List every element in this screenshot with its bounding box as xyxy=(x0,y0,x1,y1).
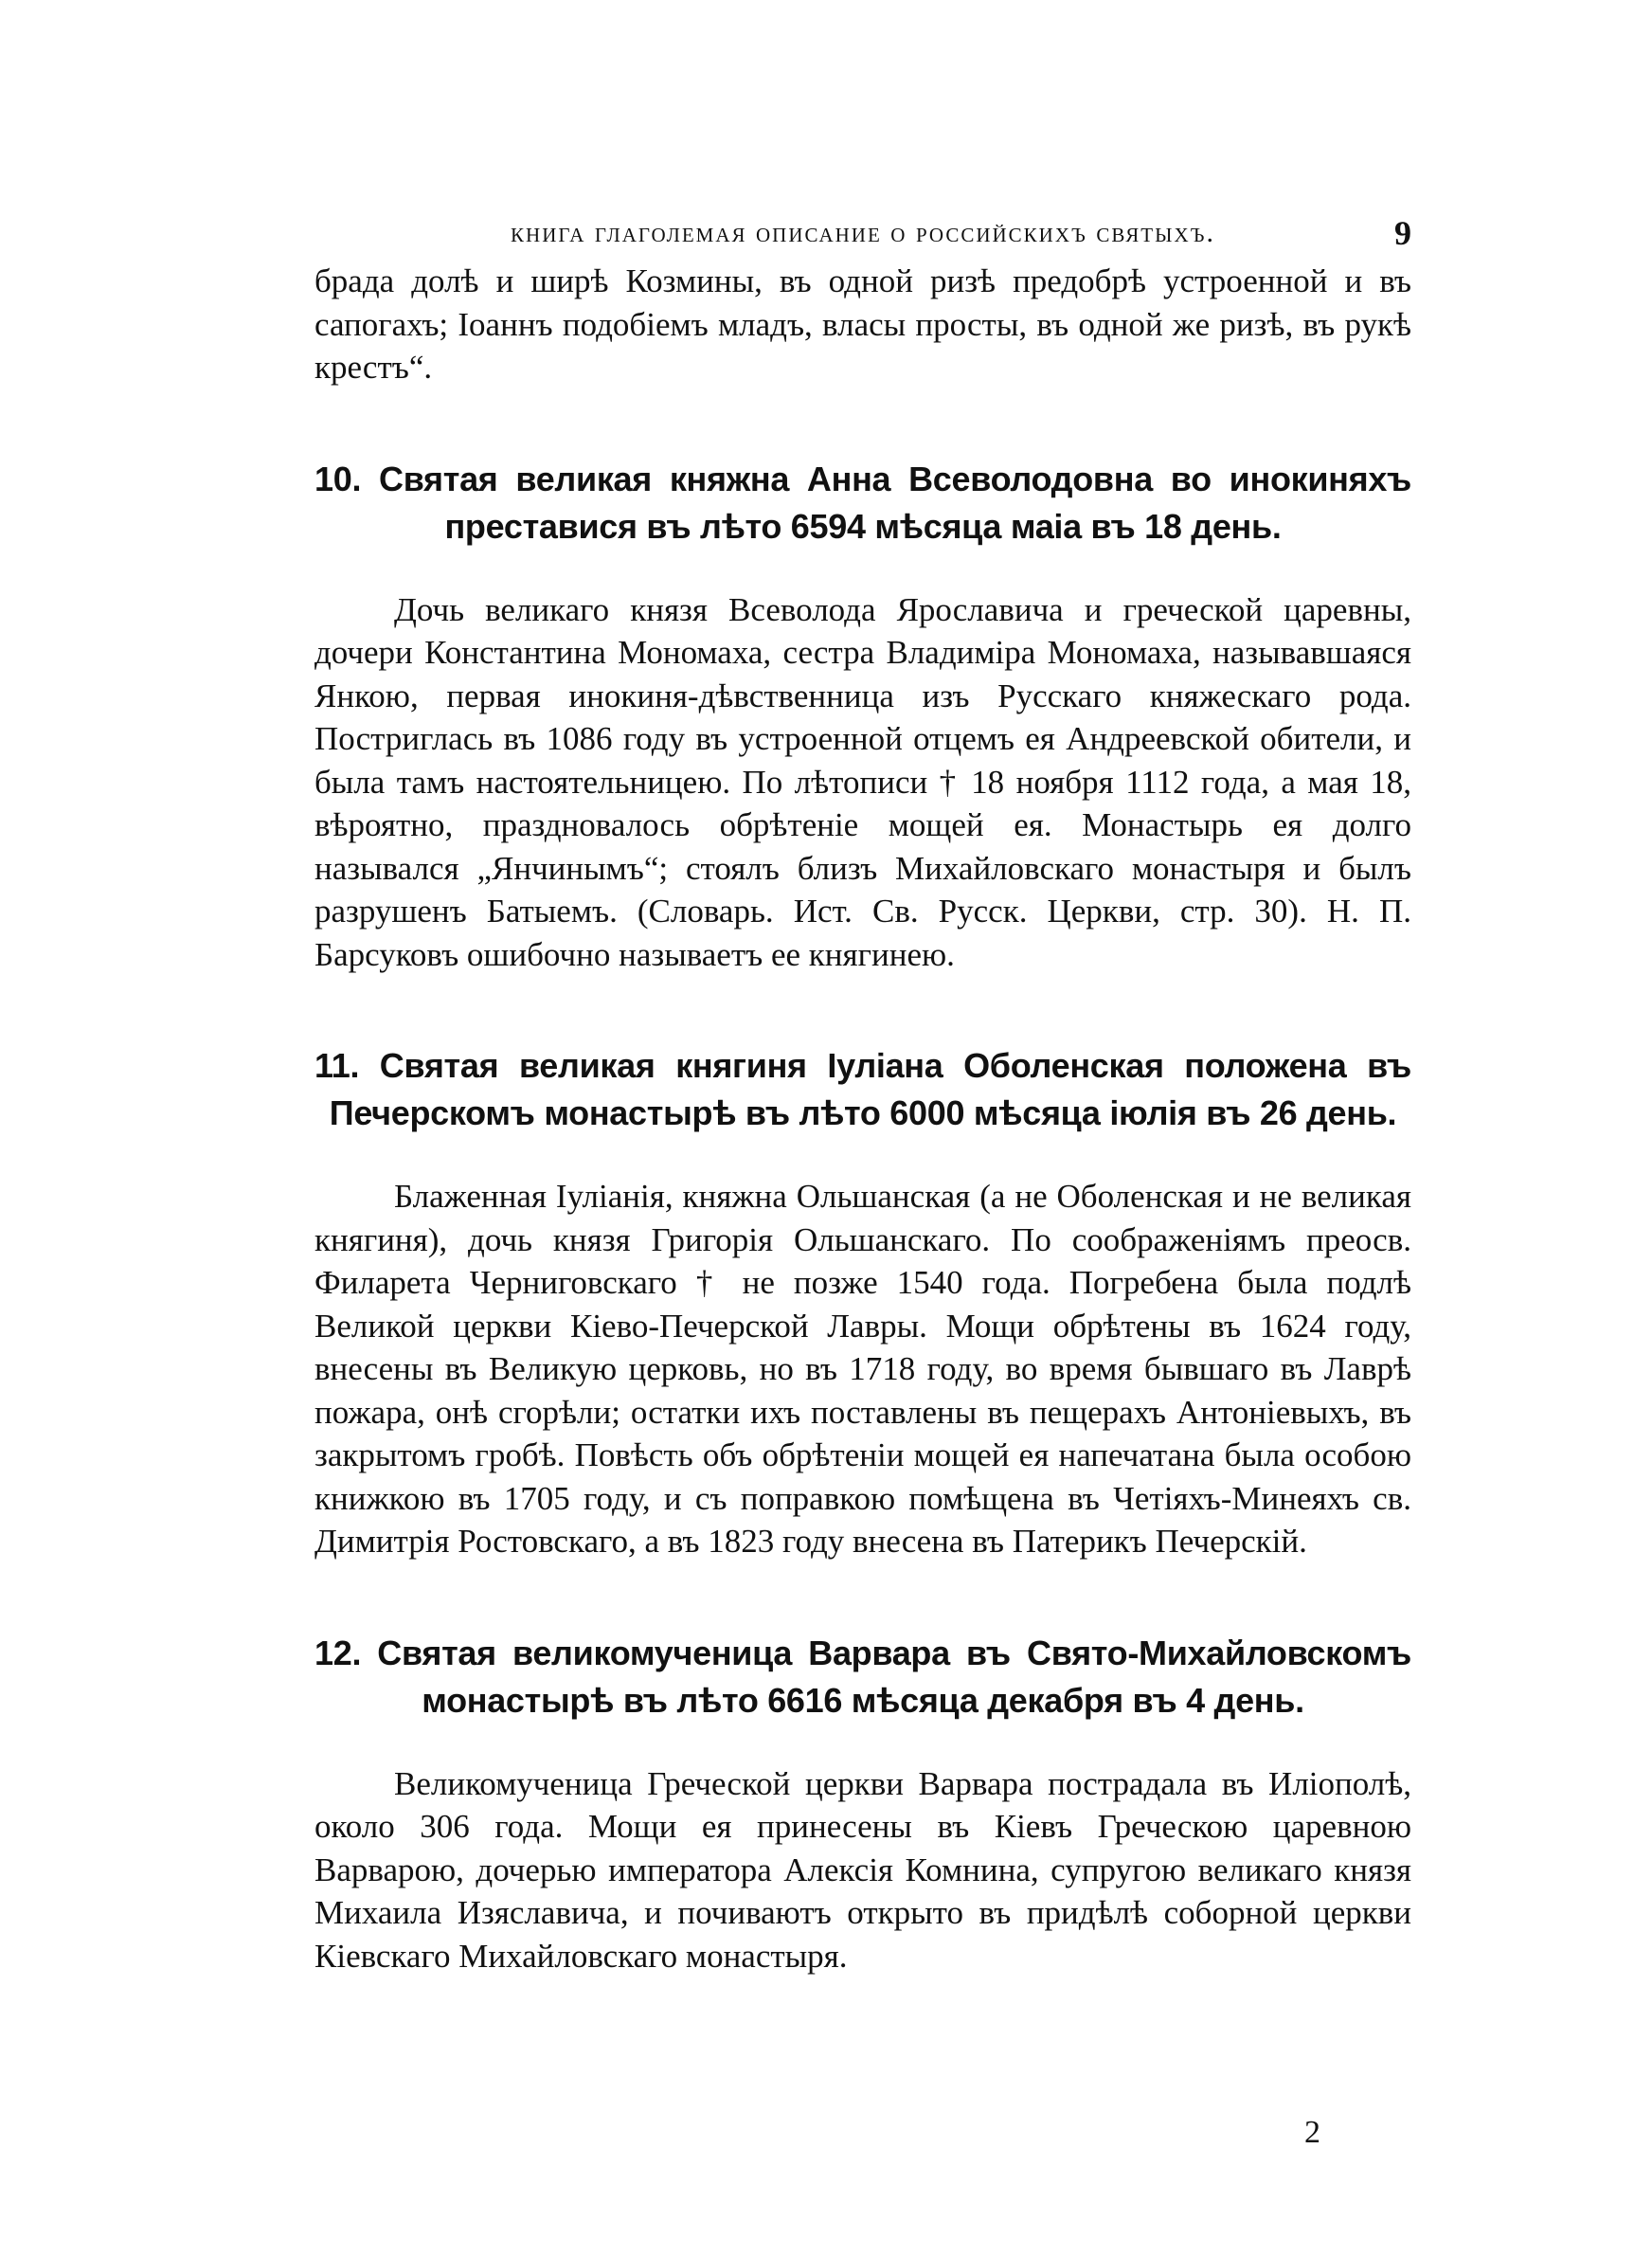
spacer xyxy=(314,976,1411,1042)
spacer xyxy=(314,1563,1411,1630)
intro-paragraph: брада долѣ и ширѣ Козмины, въ одной ризѣ предобрѣ устроенной и въ сапогахъ; Іоаннъ подобіемъ младъ, власы просты, въ одной же ризѣ, въ рукѣ крестъ“. xyxy=(314,262,1411,386)
spacer xyxy=(314,551,1411,588)
entry-title-11: 11. Святая великая княгиня Іуліана Оболенская положена въ Печерскомъ монастырѣ въ лѣто 6000 мѣсяца іюлія въ 26 день. xyxy=(314,1046,1411,1132)
spacer xyxy=(314,1137,1411,1175)
entry-title-10: 10. Святая великая княжна Анна Всеволодовна во инокиняхъ преставися въ лѣто 6594 мѣсяца маіа въ 18 день. xyxy=(314,459,1411,546)
spacer xyxy=(314,389,1411,456)
running-head-title: книга глаголемая описание о российскихъ святыхъ. xyxy=(511,217,1215,248)
book-page xyxy=(314,207,1411,1977)
running-head xyxy=(314,207,1411,260)
entry-text-10: Дочь великаго князя Всеволода Ярославича и греческой царевны, дочери Константина Мономаха, сестра Владиміра Мономаха, называвшаяся Янкою, первая инокиня-дѣвственница изъ Русскаго княжескаго рода. Постриглась въ 1086 году въ устроенной отцемъ ея Андреевской обители, и была тамъ настоятельницею. По лѣтописи † 18 ноября 1112 года, а мая 18, вѣроятно, праздновалось обрѣтеніе мощей ея. Монастырь ея долго назывался „Янчинымъ“; стоялъ близъ Михайловскаго монастыря и былъ разрушенъ Батыемъ. (Словарь. Ист. Св. Русск. Церкви, стр. 30). Н. П. Барсуковъ ошибочно называетъ ее княгинею. xyxy=(314,590,1411,973)
spacer xyxy=(314,1724,1411,1762)
entry-text-11: Блаженная Іуліанія, княжна Ольшанская (а не Оболенская и не великая княгиня), дочь князя Григорія Ольшанскаго. По соображеніямъ преосв. Филарета Черниговскаго † не позже 1540 года. Погребена была подлѣ Великой церкви Кіево-Печерской Лавры. Мощи обрѣтены въ 1624 году, внесены въ Великую церковь, но въ 1718 году, во время бывшаго въ Лаврѣ пожара, онѣ сгорѣли; остатки ихъ поставлены въ пещерахъ Антоніевыхъ, въ закрытомъ гробѣ. Повѣсть объ обрѣтеніи мощей ея напечатана была особою книжкою въ 1705 году, и съ поправкою помѣщена въ Четіяхъ-Минеяхъ св. Димитрія Ростовскаго, а въ 1823 году внесена въ Патерикъ Печерскій. xyxy=(314,1178,1411,1560)
entry-text-12: Великомученица Греческой церкви Варвара пострадала въ Иліополѣ, около 306 года. Мощи ея принесены въ Кіевъ Греческою царевною Варварою, дочерью императора Алексія Комнина, супругою великаго князя Михаила Изяславича, и почиваютъ открыто въ придѣлѣ соборной церкви Кіевскаго Михайловскаго монастыря. xyxy=(314,1764,1411,1975)
entry-title-12: 12. Святая великомученица Варвара въ Свято-Михайловскомъ монастырѣ въ лѣто 6616 мѣсяца декабря въ 4 день. xyxy=(314,1633,1411,1720)
signature-mark: 2 xyxy=(1304,2115,1320,2150)
page-number: 9 xyxy=(1394,214,1411,252)
